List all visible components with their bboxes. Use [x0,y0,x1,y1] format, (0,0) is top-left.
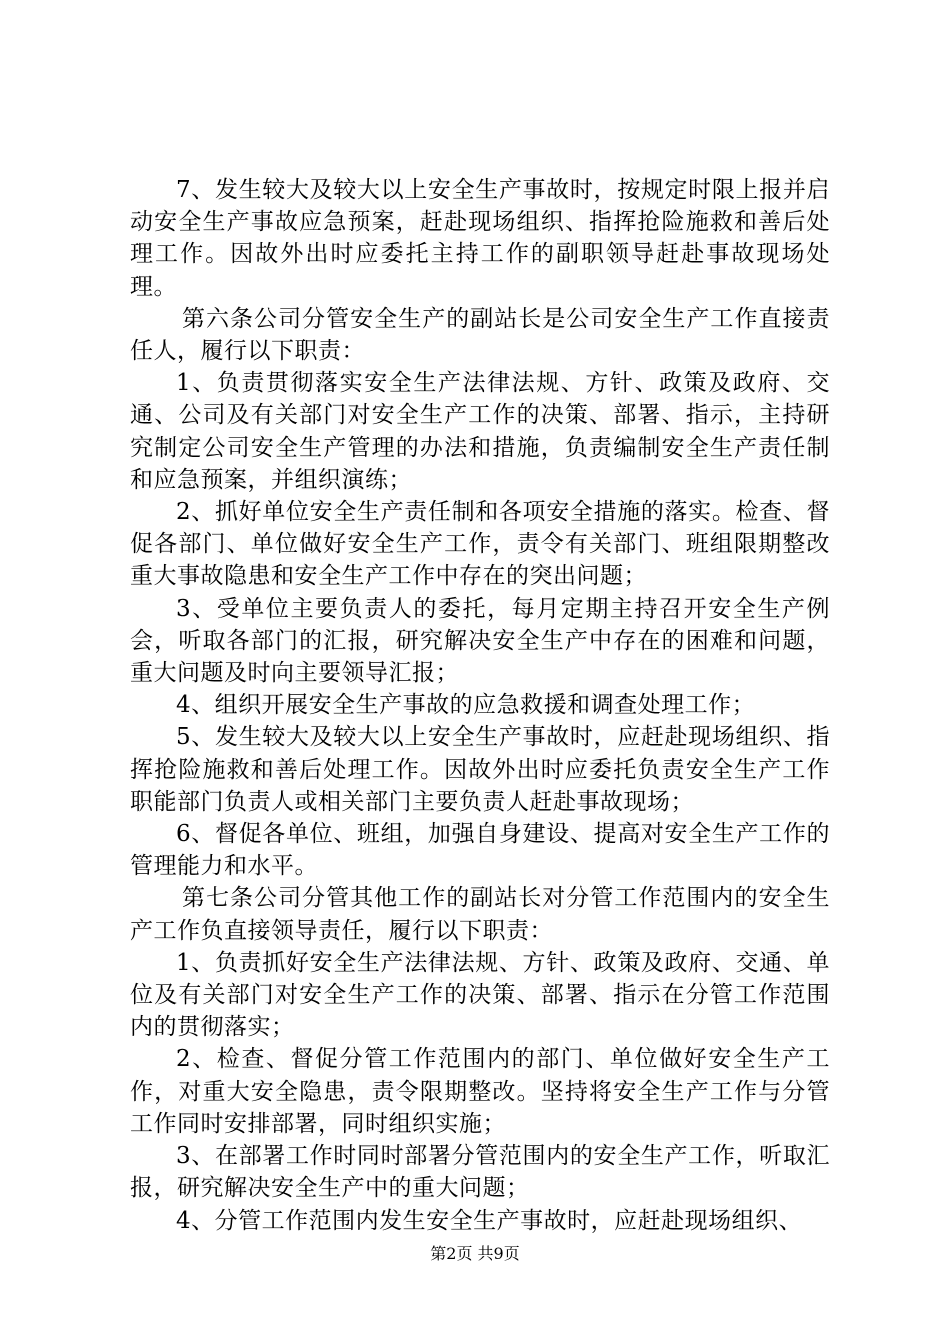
paragraph-article-6: 第六条公司分管安全生产的副站长是公司安全生产工作直接责任人，履行以下职责： [130,305,830,365]
paragraph-article-6-item-2: 2、抓好单位安全生产责任制和各项安全措施的落实。检查、督促各部门、单位做好安全生产工作，责令有关部门、班组限期整改重大事故隐患和安全生产工作中存在的突出问题； [130,499,830,590]
paragraph-article-7-item-1: 1、负责抓好安全生产法律法规、方针、政策及政府、交通、单位及有关部门对安全生产工作的决策、部署、指示在分管工作范围内的贯彻落实； [130,949,830,1041]
paragraph-article-7-item-4: 4、分管工作范围内发生安全生产事故时，应赶赴现场组织、 [176,1207,803,1234]
paragraph-article-6-item-1: 1、负责贯彻落实安全生产法律法规、方针、政策及政府、交通、公司及有关部门对安全生产工作的决策、部署、指示，主持研究制定公司安全生产管理的办法和措施，负责编制安全生产责任制和应急预案，并组织演练； [130,370,830,493]
paragraph-article-7-item-2: 2、检查、督促分管工作范围内的部门、单位做好安全生产工作，对重大安全隐患，责令限期整改。坚持将安全生产工作与分管工作同时安排部署，同时组织实施； [130,1046,830,1137]
paragraph-article-6-item-4: 4、组织开展安全生产事故的应急救援和调查处理工作； [176,692,756,719]
paragraph-article-6-item-6: 6、督促各单位、班组，加强自身建设、提高对安全生产工作的管理能力和水平。 [130,821,830,880]
page-number-footer: 第2页 共9页 [430,1244,520,1263]
paragraph-item-7: 7、发生较大及较大以上安全生产事故时，按规定时限上报并启动安全生产事故应急预案，赶赴现场组织、指挥抢险施救和善后处理工作。因故外出时应委托主持工作的副职领导赶赴事故现场处理。 [130,177,830,300]
paragraph-article-7: 第七条公司分管其他工作的副站长对分管工作范围内的安全生产工作负直接领导责任，履行以下职责： [130,885,830,944]
paragraph-article-6-item-5: 5、发生较大及较大以上安全生产事故时，应赶赴现场组织、指挥抢险施救和善后处理工作。因故外出时应委托负责安全生产工作职能部门负责人或相关部门主要负责人赶赴事故现场； [130,724,830,815]
paragraph-article-7-item-3: 3、在部署工作时同时部署分管范围内的安全生产工作，听取汇报，研究解决安全生产中的重大问题； [130,1143,830,1202]
paragraph-article-6-item-3: 3、受单位主要负责人的委托，每月定期主持召开安全生产例会，听取各部门的汇报，研究解决安全生产中存在的困难和问题，重大问题及时向主要领导汇报； [130,595,830,687]
document-body [130,174,830,1237]
